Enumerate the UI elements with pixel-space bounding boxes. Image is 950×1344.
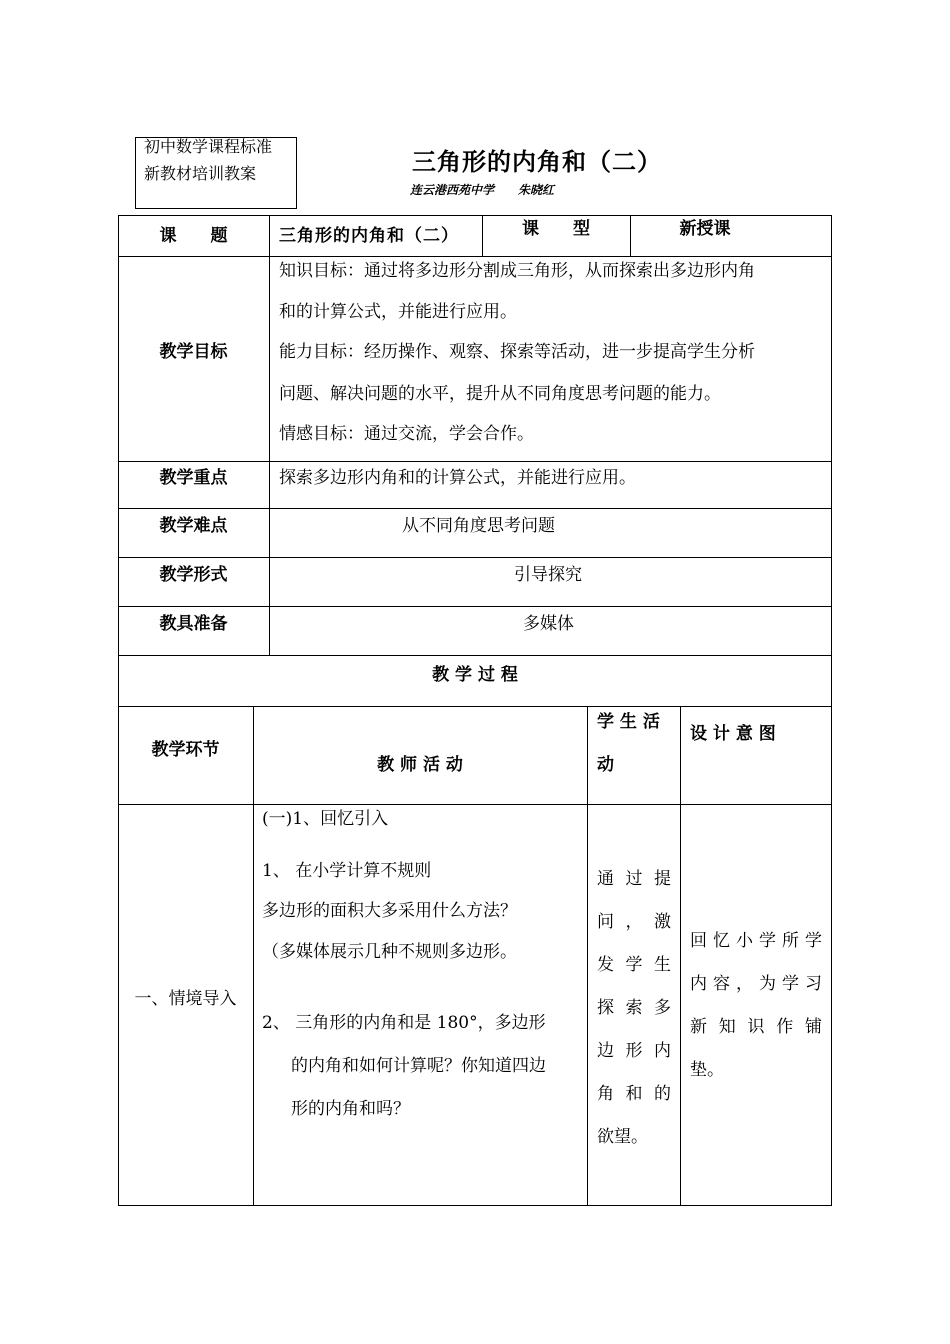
goals-line-1: 知识目标：通过将多边形分割成三角形，从而探索出多边形内角 <box>279 261 755 281</box>
goals-line-5: 情感目标：通过交流，学会合作。 <box>279 424 534 444</box>
form-value: 引导探究 <box>514 565 582 585</box>
form-label: 教学形式 <box>159 565 228 585</box>
page-title: 三角形的内角和（二） <box>412 148 662 176</box>
teacher-q2-line2: 的内角和如何计算呢？你知道四边 <box>291 1056 546 1076</box>
col-student-header-2: 动 <box>597 755 614 775</box>
teacher-q2-line1: 2、 三角形的内角和是 180°，多边形 <box>262 1013 546 1033</box>
student-line-1: 通过提 <box>597 869 671 889</box>
key-value: 探索多边形内角和的计算公式，并能进行应用。 <box>279 468 636 488</box>
design-line-2: 内容，为学习 <box>690 974 822 994</box>
student-line-5: 边形内 <box>597 1041 671 1061</box>
design-line-3: 新知识作铺 <box>690 1017 822 1037</box>
tools-label: 教具准备 <box>159 614 228 634</box>
design-line-1: 回忆小学所学 <box>690 931 822 951</box>
header-tag-line2: 新教材培训教案 <box>144 164 257 183</box>
tools-value: 多媒体 <box>523 614 574 634</box>
col-stage-header: 教学环节 <box>151 740 220 760</box>
topic-value: 三角形的内角和（二） <box>279 226 459 246</box>
teacher-q1-line2: 多边形的面积大多采用什么方法？ <box>262 901 517 921</box>
goals-line-2: 和的计算公式，并能进行应用。 <box>279 302 517 322</box>
header-tag-line1: 初中数学课程标准 <box>144 137 273 156</box>
topic-label: 课 题 <box>159 226 228 246</box>
stage-label: 一、情境导入 <box>134 989 237 1009</box>
difficulty-value: 从不同角度思考问题 <box>402 516 555 536</box>
teacher-q1-line1: 1、 在小学计算不规则 <box>262 861 432 881</box>
teacher-q1-line3: （多媒体展示几种不规则多边形。 <box>262 942 517 962</box>
col-student-header-1: 学 生 活 <box>597 712 660 732</box>
teacher-q2-line3: 形的内角和吗？ <box>291 1099 410 1119</box>
teacher-title: (一)1、回忆引入 <box>262 809 389 829</box>
design-line-4: 垫。 <box>690 1060 724 1080</box>
student-line-4: 探索多 <box>597 998 671 1018</box>
col-teacher-header: 教 师 活 动 <box>377 755 463 775</box>
type-value: 新授课 <box>679 219 731 239</box>
key-label: 教学重点 <box>159 468 228 488</box>
goals-line-3: 能力目标：经历操作、观察、探索等活动，进一步提高学生分析 <box>279 342 755 362</box>
student-line-3: 发学生 <box>597 955 671 975</box>
difficulty-label: 教学难点 <box>159 516 228 536</box>
student-line-7: 欲望。 <box>597 1127 648 1147</box>
process-heading: 教 学 过 程 <box>432 665 518 685</box>
type-label: 课 型 <box>522 219 590 239</box>
goals-label: 教学目标 <box>159 342 228 362</box>
col-design-header: 设 计 意 图 <box>690 724 776 744</box>
student-line-6: 角和的 <box>597 1084 671 1104</box>
goals-line-4: 问题、解决问题的水平，提升从不同角度思考问题的能力。 <box>279 384 721 404</box>
author-line: 连云港西苑中学 朱晓红 <box>410 183 555 197</box>
student-line-2: 问，激 <box>597 912 671 932</box>
